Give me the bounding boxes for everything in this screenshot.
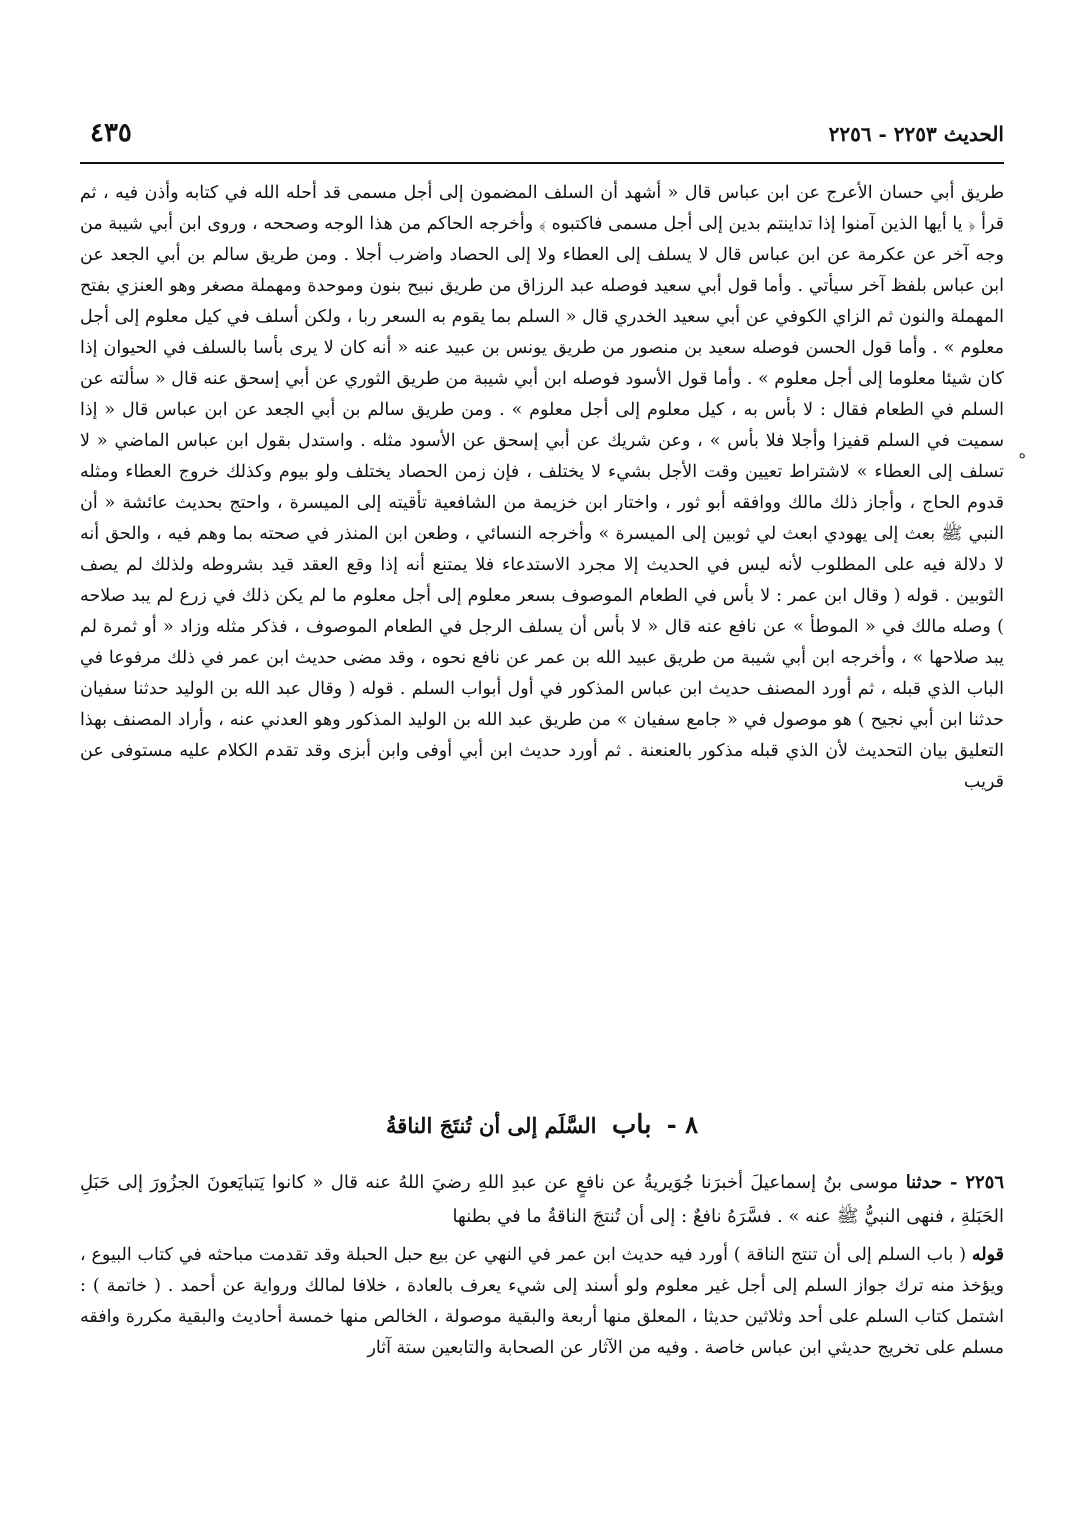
chapter-heading (80, 1110, 1004, 1140)
hadith-text-block (80, 1166, 1004, 1234)
hadith-commentary-block (80, 1240, 1004, 1364)
chapter-number: ٨ - (666, 1110, 698, 1139)
hadith-commentary-text: ( باب السلم إلى أن تنتج الناقة ) أورد فيه حديث ابن عمر في النهي عن بيع حبل الحبلة وقد تقدمت مباحثه في كتاب البيوع ، ويؤخذ منه ترك جواز السلم إلى أجل غير معلوم ولو أسند إلى شيء يعرف بالعادة ، خلافا لمالك ورواية عن أحمد . ( خاتمة ) : اشتمل كتاب السلم على أحد وثلاثين حديثا ، المعلق منها أربعة والبقية موصولة ، الخالص منها خمسة أحاديث والبقية مكررة وافقه مسلم على تخريج حديثي ابن عباس خاصة . وفيه من الآثار عن الصحابة والتابعين ستة آثار (80, 1245, 1004, 1358)
qawluhu-marker: قوله (971, 1245, 1004, 1265)
page-number: ٤٣٥ (90, 118, 132, 148)
page-header (80, 118, 1004, 164)
commentary-block (80, 178, 1004, 798)
hadith-number: ٢٢٥٦ - حدثنا (905, 1172, 1004, 1193)
commentary-paragraph: طريق أبي حسان الأعرج عن ابن عباس قال « أشهد أن السلف المضمون إلى أجل مسمى قد أحله الله في كتابه وأذن فيه ، ثم قرأ ﴿ يا أيها الذين آمنوا إذا تداينتم بدين إلى أجل مسمى فاكتبوه ﴾ وأخرجه الحاكم من هذا الوجه وصححه ، وروى ابن أبي شيبة من وجه آخر عن عكرمة عن ابن عباس قال لا يسلف إلى العطاء ولا إلى الحصاد واضرب أجلا . ومن طريق سالم بن أبي الجعد عن ابن عباس بلفظ آخر سيأتي . وأما قول أبي سعيد فوصله عبد الرزاق من طريق نبيح بنون وموحدة ومهملة مصغر وهو العنزي بفتح المهملة والنون ثم الزاي الكوفي عن أبي سعيد الخدري قال « السلم بما يقوم به السعر ربا ، ولكن أسلف في كيل معلوم إلى أجل معلوم » . وأما قول الحسن فوصله سعيد بن منصور من طريق يونس بن عبيد عنه « أنه كان لا يرى بأسا بالسلف في الحيوان إذا كان شيئا معلوما إلى أجل معلوم » . وأما قول الأسود فوصله ابن أبي شيبة من طريق الثوري عن أبي إسحق عنه قال « سألته عن السلم في الطعام فقال : لا بأس به ، كيل معلوم إلى أجل معلوم » . ومن طريق سالم بن أبي الجعد عن ابن عباس قال « إذا سميت في السلم قفيزا وأجلا فلا بأس » ، وعن شريك عن أبي إسحق عن الأسود مثله . واستدل بقول ابن عباس الماضي « لا تسلف إلى العطاء » لاشتراط تعيين وقت الأجل بشيء لا يختلف ، فإن زمن الحصاد يختلف ولو بيوم وكذلك خروج العطاء ومثله قدوم الحاج ، وأجاز ذلك مالك ووافقه أبو ثور ، واختار ابن خزيمة من الشافعية تأقيته إلى الميسرة ، واحتج بحديث عائشة « أن النبي ﷺ بعث إلى يهودي ابعث لي ثوبين إلى الميسرة » وأخرجه النسائي ، وطعن ابن المنذر في صحته بما وهم فيه ، والحق أنه لا دلالة فيه على المطلوب لأنه ليس في الحديث إلا مجرد الاستدعاء فلا يمتنع أنه إذا وقع العقد قيد بشروطه ولذلك لم يصف الثوبين . قوله ( وقال ابن عمر : لا بأس في الطعام الموصوف بسعر معلوم إلى أجل معلوم ما لم يكن ذلك في زرع لم يبد صلاحه ) وصله مالك في « الموطأ » عن نافع عنه قال « لا بأس أن يسلف الرجل في الطعام الموصوف ، فذكر مثله وزاد « أو ثمرة لم يبد صلاحها » ، وأخرجه ابن أبي شيبة من طريق عبيد الله بن عمر عن نافع نحوه ، وقد مضى حديث ابن عمر في ذلك مرفوعا في الباب الذي قبله ، ثم أورد المصنف حديث ابن عباس المذكور في أول أبواب السلم . قوله ( وقال عبد الله بن الوليد حدثنا سفيان حدثنا ابن أبي نجيح ) هو موصول في « جامع سفيان » من طريق عبد الله بن الوليد المذكور وهو العدني عنه ، وأراد المصنف بهذا التعليق بيان التحديث لأن الذي قبله مذكور بالعنعنة . ثم أورد حديث ابن أبي أوفى وابن أبزى وقد تقدم الكلام عليه مستوفى عن قريب (80, 183, 1004, 792)
margin-mark: ه (1018, 446, 1026, 462)
hadith-matn: موسى بنُ إسماعيلَ أخبرَنا جُوَيريةُ عن نافعٍ عن عبدِ اللهِ رضيَ اللهُ عنه قال « كانوا يَتبايَعونَ الجزُورَ إلى حَبَلِ الحَبَلةِ ، فنهى النبيُّ ﷺ عنه » . فسَّرَهُ نافعٌ : إلى أن تُنتجَ الناقةُ ما في بطنها (80, 1172, 1004, 1227)
running-title: الحديث ٢٢٥٣ - ٢٢٥٦ (828, 122, 1004, 146)
chapter-title: السَّلَم إلى أن تُنتَجَ الناقةُ (386, 1113, 597, 1138)
chapter-bab-word: باب (611, 1110, 652, 1140)
